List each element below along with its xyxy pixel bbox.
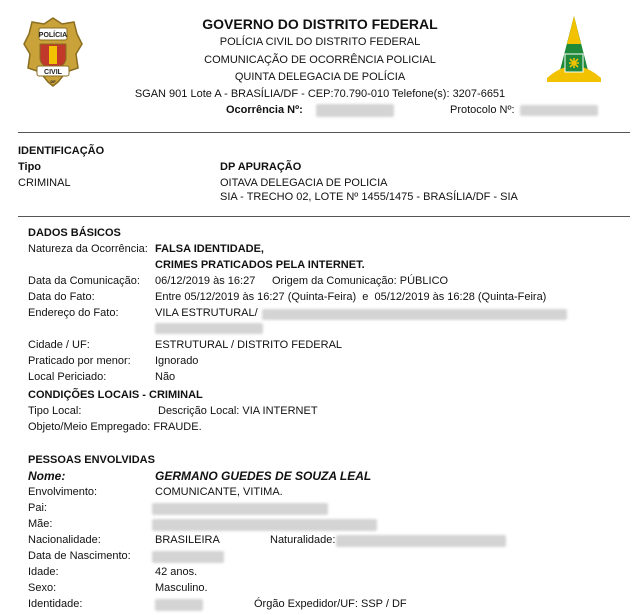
badge-text-top: POLÍCIA [38, 32, 68, 39]
descricao-local: Descrição Local: VIA INTERNET [158, 405, 318, 417]
idade-label: Idade: [28, 566, 59, 578]
identidade-redacted [155, 599, 203, 611]
nacionalidade-label: Nacionalidade: [28, 534, 101, 546]
pessoas-title: PESSOAS ENVOLVIDAS [28, 454, 155, 466]
pai-label: Pai: [28, 502, 47, 514]
data-comunicacao-label: Data da Comunicação: [28, 275, 140, 287]
dp-apuracao-label: DP APURAÇÃO [220, 161, 302, 173]
data-fato-value: Entre 05/12/2019 às 16:27 (Quinta-Feira) e 05/12/2019 às 16:28 (Quinta-Feira) [155, 291, 547, 303]
dados-basicos-title: DADOS BÁSICOS [28, 227, 121, 239]
local-periciado-value: Não [155, 371, 176, 383]
endereco-redacted-2 [155, 323, 263, 334]
policia-civil-badge-logo [22, 16, 84, 88]
natureza-value-1: FALSA IDENTIDADE, [155, 243, 264, 255]
protocolo-label: Protocolo Nº: [450, 104, 515, 116]
dp-apuracao-line2: SIA - TRECHO 02, LOTE Nº 1455/1475 - BRASÍLIA/DF - SIA [220, 191, 518, 203]
local-periciado-label: Local Periciado: [28, 371, 107, 383]
header-subtitle-3: QUINTA DELEGACIA DE POLÍCIA [234, 71, 406, 83]
origem-comunicacao: Origem da Comunicação: PÚBLICO [272, 275, 449, 287]
sexo-value: Masculino. [155, 582, 208, 594]
condicoes-title: CONDIÇÕES LOCAIS - CRIMINAL [28, 389, 203, 401]
identificacao-title: IDENTIFICAÇÃO [18, 145, 105, 157]
envolvimento-value: COMUNICANTE, VITIMA. [155, 486, 283, 498]
natureza-value-2: CRIMES PRATICADOS PELA INTERNET. [155, 259, 365, 271]
idade-value: 42 anos. [155, 566, 198, 578]
cidade-value: ESTRUTURAL / DISTRITO FEDERAL [155, 339, 343, 351]
cidade-label: Cidade / UF: [28, 339, 90, 351]
naturalidade-label: Naturalidade: [270, 534, 336, 546]
identidade-label: Identidade: [28, 598, 83, 610]
nome-value: GERMANO GUEDES DE SOUZA LEAL [155, 469, 372, 483]
endereco-redacted-1 [262, 309, 567, 320]
header-subtitle-2: COMUNICAÇÃO DE OCORRÊNCIA POLICIAL [204, 54, 436, 66]
nascimento-redacted [152, 551, 224, 563]
endereco-value: VILA ESTRUTURAL/ [155, 307, 258, 319]
header-subtitle-1: POLÍCIA CIVIL DO DISTRITO FEDERAL [219, 36, 421, 48]
orgao-expedidor: Órgão Expedidor/UF: SSP / DF [254, 598, 407, 610]
data-fato-label: Data do Fato: [28, 291, 95, 303]
nome-label: Nome: [28, 469, 66, 483]
dp-apuracao-line1: OITAVA DELEGACIA DE POLICIA [220, 177, 388, 189]
tipo-label: Tipo [18, 161, 42, 173]
objeto-meio: Objeto/Meio Empregado: FRAUDE. [28, 421, 202, 433]
mae-label: Mãe: [28, 518, 53, 530]
mae-redacted [152, 519, 377, 531]
sexo-label: Sexo: [28, 582, 57, 594]
ocorrencia-label: Ocorrência Nº: [226, 104, 303, 116]
naturalidade-redacted [336, 535, 506, 547]
natureza-label: Natureza da Ocorrência: [28, 243, 148, 255]
nacionalidade-value: BRASILEIRA [155, 534, 220, 546]
pai-redacted [152, 503, 328, 515]
menor-label: Praticado por menor: [28, 355, 131, 367]
badge-text-small: DF [50, 79, 56, 84]
data-comunicacao-value: 06/12/2019 às 16:27 [155, 275, 256, 287]
endereco-label: Endereço do Fato: [28, 307, 119, 319]
divider-top [18, 132, 630, 133]
menor-value: Ignorado [155, 355, 199, 367]
header-address: SGAN 901 Lote A - BRASÍLIA/DF - CEP:70.790-010 Telefone(s): 3207-6651 [134, 88, 506, 100]
protocolo-number-redacted [520, 105, 598, 116]
nascimento-label: Data de Nascimento: [28, 550, 131, 562]
header-title: GOVERNO DO DISTRITO FEDERAL [202, 16, 438, 32]
badge-text-bottom: CIVIL [44, 69, 62, 76]
tipo-value: CRIMINAL [18, 177, 71, 189]
envolvimento-label: Envolvimento: [28, 486, 98, 498]
tipo-local-label: Tipo Local: [28, 405, 82, 417]
ocorrencia-number-redacted [316, 104, 394, 117]
divider-middle [18, 216, 630, 217]
distrito-federal-emblem-logo [543, 14, 605, 86]
